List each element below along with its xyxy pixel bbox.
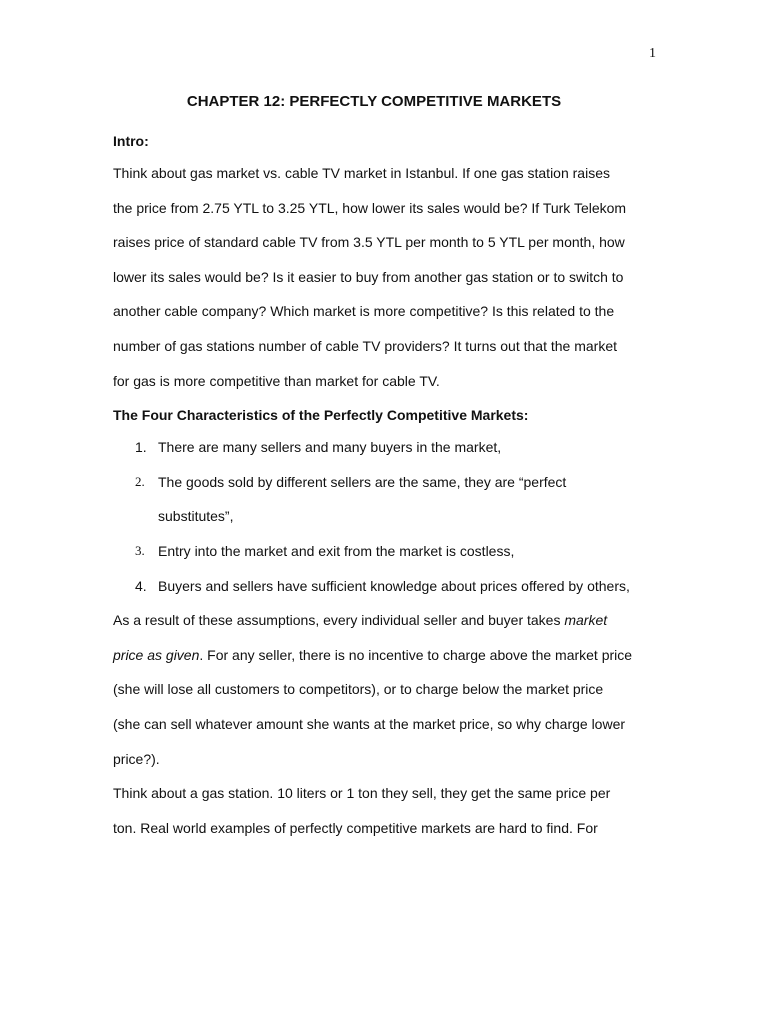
list-item (113, 430, 633, 465)
gas-station-paragraph: Think about a gas station. 10 liters or 1 ton they sell, they get the same price per ton. Real world examples of perfectly competitive markets are hard to find. For (113, 785, 611, 836)
intro-paragraph: Think about gas market vs. cable TV market in Istanbul. If one gas station raises the price from 2.75 YTL to 3.25 YTL, how lower its sales would be? If Turk Telekom raises price of standard cable TV from 3.5 YTL per month to 5 YTL per month, how lower its sales would be? Is it easier to buy from another gas station or to switch to another cable company? Which market is more competitive? Is this related to the number of gas stations number of cable TV providers? It turns out that the market for gas is more competitive than market for cable TV. (113, 165, 627, 389)
chapter-title: CHAPTER 12: PERFECTLY COMPETITIVE MARKETS (186, 93, 562, 110)
document-body (113, 93, 633, 845)
list-item-text: The goods sold by different sellers are the same, they are “perfect substitutes”, (158, 473, 567, 525)
list-item-text: Entry into the market and exit from the market is costless, (158, 542, 515, 559)
characteristics-heading: The Four Characteristics of the Perfectly Competitive Markets: (113, 407, 529, 424)
result-emphasis: market price as given (113, 612, 608, 663)
list-item (113, 569, 633, 604)
list-item (113, 465, 633, 534)
characteristics-list (113, 430, 633, 603)
list-item (113, 534, 633, 569)
list-item-text: There are many sellers and many buyers in the market, (158, 439, 502, 456)
list-item-number: 2. (135, 473, 145, 489)
result-text-start: As a result of these assumptions, every individual seller and buyer takes (113, 612, 565, 629)
list-item-number: 1. (135, 439, 147, 456)
list-item-number: 4. (135, 577, 147, 594)
intro-heading: Intro: (113, 133, 149, 149)
result-paragraph (113, 603, 633, 776)
result-text-end: . For any seller, there is no incentive to charge above the market price (she will lose all customers to competitors), or to charge below the market price (she can sell whatever amount she wants at the market price, so why charge lower price?). (113, 646, 633, 767)
page-number: 1 (649, 46, 656, 61)
list-item-text: Buyers and sellers have sufficient knowledge about prices offered by others, (158, 577, 630, 594)
list-item-number: 3. (135, 542, 145, 558)
